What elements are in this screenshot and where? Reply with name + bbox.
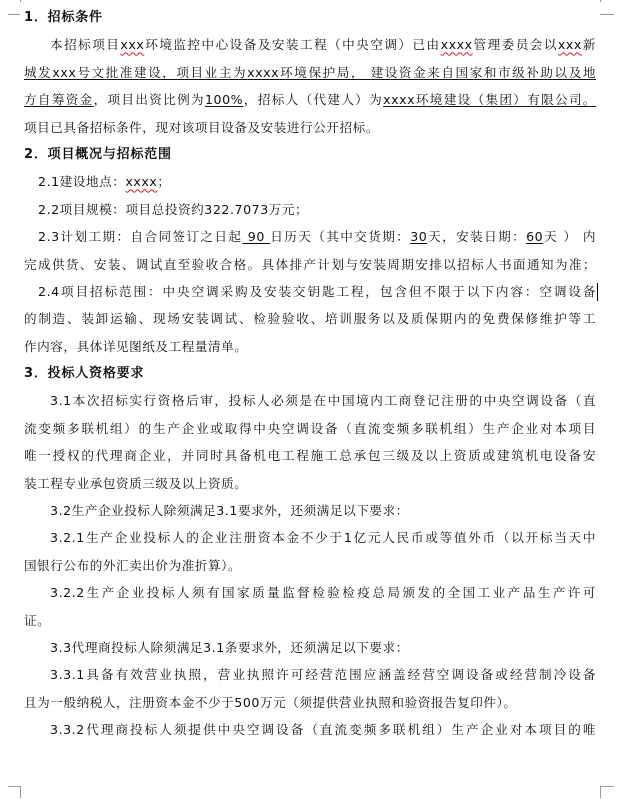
paragraph-line: 国银行公布的外汇卖出价为准折算）。 — [24, 557, 242, 573]
margin-mark-top-right-vertical — [600, 0, 602, 2]
paragraph-line: 本招标项目xxx环境监控中心设备及安装工程（中央空调）已由xxxx管理委员会以xxx新 — [50, 37, 596, 53]
item-schedule: 2.3计划工期：自合同签订之日起 90 日历天（其中交货期：30天，安装日期：60天 ） 内 — [38, 229, 596, 245]
paragraph-line: 完成供货、安装、调试直至验收合格。具体排产计划与安装周期安排以招标人书面通知为准； — [24, 256, 596, 272]
text-cursor — [597, 283, 598, 301]
paragraph-line: 3.2.2生产企业投标人须有国家质量监督检验检疫总局颁发的全国工业产品生产许可 — [50, 585, 596, 601]
section-1-heading: 1．招标条件 — [24, 10, 103, 25]
margin-mark-top-left-vertical — [19, 0, 21, 2]
item-project-scale: 2.2项目规模：项目总投资约322.7073万元； — [38, 201, 309, 217]
paragraph-line: 方自筹资金，项目出资比例为100%，招标人（代建人）为xxxx环境建设（集团）有限公司。 — [24, 92, 597, 108]
margin-mark-bottom-left-vertical — [19, 786, 21, 798]
paragraph-line: 城发xxx号文批准建设，项目业主为xxxx环境保护局， 建设资金来自国家和市级补助以及地 — [24, 64, 597, 80]
margin-mark-bottom-right-vertical — [600, 786, 602, 798]
paragraph-line: 的制造、装卸运输、现场安装调试、检验验收、培训服务以及质保期内的免费保修维护等工 — [24, 311, 596, 327]
paragraph-line: 3.3代理商投标人除须满足3.1条要求外，还须满足以下要求： — [50, 639, 409, 655]
paragraph-line: 唯一授权的代理商企业，并同时具备机电工程施工总承包三级及以上资质或建筑机电设备安 — [24, 448, 596, 464]
section-3-heading: 3．投标人资格要求 — [24, 366, 145, 382]
paragraph-line: 且为一般纳税人，注册资本金不少于500万元（须提供营业执照和验资报告复印件）。 — [24, 694, 517, 710]
paragraph-line: 3.2.1生产企业投标人的企业注册资本金不少于1亿元人民币或等值外币（以开标当天中 — [50, 530, 596, 546]
paragraph-line: 3.2生产企业投标人除须满足3.1要求外，还须满足以下要求： — [50, 503, 409, 519]
paragraph-line: 装工程专业承包资质三级及以上资质。 — [24, 475, 248, 491]
item-construction-site: 2.1建设地点：xxxx； — [38, 174, 171, 190]
paragraph-line: 项目已具备招标条件，现对该项目设备及安装进行公开招标。 — [24, 119, 379, 135]
margin-mark-top-left — [8, 2, 20, 15]
paragraph-line: 证。 — [24, 612, 51, 628]
paragraph-line: 流变频多联机组）的生产企业或取得中央空调设备（直流变频多联机组）生产企业对本项目 — [24, 420, 596, 436]
document-body[interactable] — [24, 6, 596, 742]
paragraph-line: 3.3.1具备有效营业执照，营业执照许可经营范围应涵盖经营空调设备或经营制冷设备 — [50, 667, 596, 683]
paragraph-line: 3.3.2代理商投标人须提供中央空调设备（直流变频多联机组）生产企业对本项目的唯 — [50, 722, 596, 738]
margin-mark-top-right — [600, 2, 614, 15]
item-tender-scope: 2.4项目招标范围：中央空调采购及安装交钥匙工程，包含但不限于以下内容：空调设备 — [38, 283, 596, 299]
section-2-heading: 2．项目概况与招标范围 — [24, 146, 172, 162]
paragraph-line: 3.1本次招标实行资格后审，投标人必须是在中国境内工商登记注册的中央空调设备（直 — [50, 393, 596, 409]
paragraph-line: 作内容，具体详见图纸及工程量清单。 — [24, 338, 248, 354]
margin-mark-bottom-right — [600, 786, 614, 799]
